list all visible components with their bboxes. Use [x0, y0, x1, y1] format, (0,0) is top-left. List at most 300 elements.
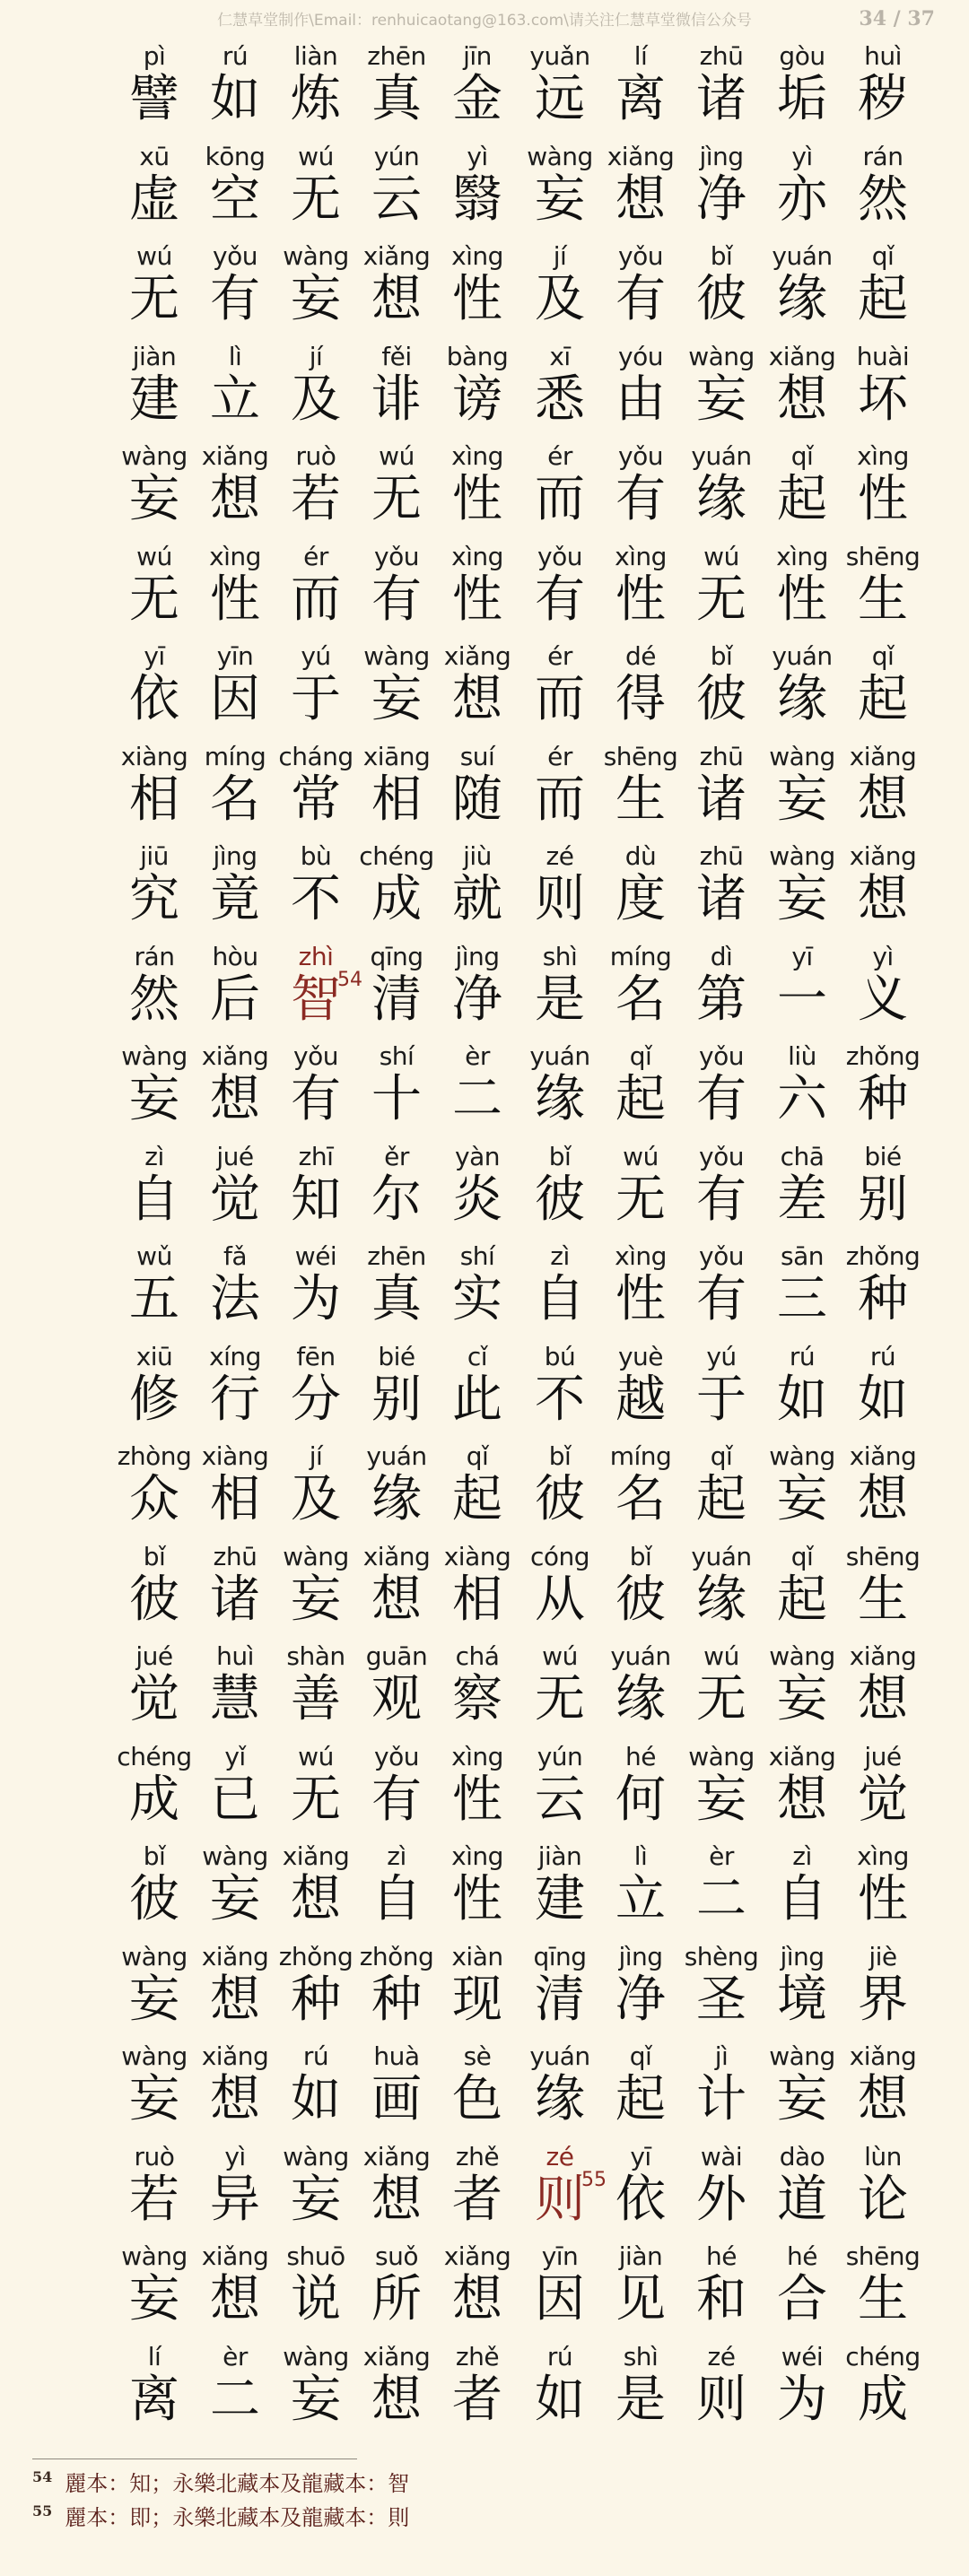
hanzi: 名: [210, 770, 260, 829]
verse-character: [845, 441, 921, 541]
hanzi: 究: [129, 870, 179, 928]
verse-character: [845, 2241, 921, 2341]
footnote-reference[interactable]: 55: [581, 2168, 607, 2191]
hanzi: 翳: [452, 170, 502, 229]
pinyin: wú: [703, 541, 739, 571]
pinyin: yǒu: [699, 1241, 744, 1271]
hanzi: 五: [129, 1270, 179, 1328]
hanzi: 有: [615, 270, 666, 328]
pinyin: yī: [791, 941, 813, 971]
hanzi: 觉: [210, 1170, 260, 1229]
hanzi: 妄: [291, 2170, 341, 2229]
hanzi: 炼: [291, 70, 341, 128]
hanzi: 无: [129, 570, 179, 629]
pinyin: wàng: [688, 1741, 755, 1771]
pinyin: zhī: [298, 1141, 334, 1171]
hanzi: 有: [696, 1270, 746, 1328]
hanzi: 分: [291, 1370, 341, 1429]
hanzi: 妄: [129, 470, 179, 528]
hanzi: 色: [452, 2070, 502, 2128]
hanzi: 清: [371, 970, 422, 1029]
hanzi: 修: [129, 1370, 179, 1429]
hanzi: 和: [696, 2270, 746, 2328]
hanzi: 空: [210, 170, 260, 229]
pinyin: rú: [546, 2341, 573, 2371]
pinyin: qǐ: [629, 2041, 652, 2071]
hanzi: 云: [371, 170, 422, 229]
hanzi: 生: [858, 570, 908, 629]
hanzi: 界: [858, 1970, 908, 2029]
pinyin: wàng: [283, 2341, 349, 2371]
pinyin: xiǎng: [849, 741, 917, 771]
pinyin: chá: [455, 1641, 500, 1671]
hanzi: 是: [615, 2370, 666, 2429]
hanzi: 彼: [129, 1870, 179, 1928]
hanzi: 法: [210, 1270, 260, 1328]
pinyin: qǐ: [710, 1441, 733, 1471]
hanzi: 慧: [210, 1670, 260, 1728]
pinyin: xiǎng: [201, 1041, 269, 1071]
hanzi: 悉: [535, 370, 585, 429]
pinyin: zhòng: [117, 1441, 192, 1471]
hanzi: 彼: [696, 670, 746, 728]
pinyin: xiǎng: [849, 1641, 917, 1671]
pinyin: fěi: [381, 341, 412, 371]
pinyin: hòu: [212, 941, 258, 971]
hanzi: 论: [858, 2170, 908, 2229]
pinyin: xìng: [451, 441, 503, 471]
hanzi: 六: [777, 1070, 827, 1128]
hanzi: 因: [210, 670, 260, 728]
pinyin: wàng: [202, 1841, 268, 1871]
pinyin: jìng: [455, 941, 500, 971]
hanzi: 起: [615, 1070, 666, 1128]
pinyin: shèng: [684, 1941, 759, 1971]
pinyin: yuán: [691, 1541, 752, 1571]
pinyin: wàng: [121, 1941, 188, 1971]
pinyin: yuán: [529, 1041, 590, 1071]
pinyin: xìng: [615, 1241, 667, 1271]
pinyin: xiāng: [362, 741, 431, 771]
hanzi: 不: [291, 870, 341, 928]
hanzi: 异: [210, 2170, 260, 2229]
pinyin: yǒu: [374, 541, 419, 571]
hanzi: 起: [777, 470, 827, 528]
pinyin: chā: [780, 1141, 825, 1171]
pinyin: bú: [544, 1341, 576, 1371]
verse-character: [845, 641, 921, 741]
hanzi: 及: [291, 1470, 341, 1528]
hanzi: 见: [615, 2270, 666, 2328]
hanzi: 知: [291, 1170, 341, 1229]
pinyin: rú: [789, 1341, 816, 1371]
hanzi: 有: [210, 270, 260, 328]
pinyin: wú: [298, 1741, 334, 1771]
hanzi: 种: [858, 1070, 908, 1128]
hanzi: 妄: [696, 370, 746, 429]
pinyin: wú: [623, 1141, 659, 1171]
hanzi: 无: [371, 470, 422, 528]
hanzi: 竟: [210, 870, 260, 928]
hanzi: 有: [291, 1070, 341, 1128]
pinyin: wàng: [363, 641, 430, 671]
hanzi: 于: [696, 1370, 746, 1429]
pinyin: ruò: [295, 441, 336, 471]
hanzi: 觉: [858, 1770, 908, 1829]
pinyin: xiǎng: [768, 341, 836, 371]
hanzi: 想: [210, 2270, 260, 2328]
hanzi: 妄: [129, 1970, 179, 2029]
pinyin: ér: [547, 641, 572, 671]
hanzi: 妄: [777, 2070, 827, 2128]
hanzi: 合: [777, 2270, 827, 2328]
pinyin: wàng: [121, 441, 188, 471]
pinyin: zhēn: [367, 1241, 426, 1271]
pinyin: ér: [547, 441, 572, 471]
hanzi: 而: [535, 670, 585, 728]
pinyin: zhū: [699, 741, 744, 771]
pinyin: bǐ: [143, 1541, 166, 1571]
hanzi: 有: [696, 1170, 746, 1229]
hanzi: 妄: [210, 1870, 260, 1928]
hanzi: 是: [535, 970, 585, 1029]
hanzi: 名: [615, 1470, 666, 1528]
verse-character: [845, 1241, 921, 1341]
pinyin: yú: [706, 1341, 737, 1371]
hanzi: 性: [452, 570, 502, 629]
pinyin: xìng: [776, 541, 828, 571]
pinyin: wú: [379, 441, 415, 471]
footnote-reference[interactable]: 54: [337, 968, 362, 991]
pinyin: bǐ: [710, 641, 733, 671]
hanzi: 想: [858, 870, 908, 928]
hanzi: 生: [615, 770, 666, 829]
hanzi: 行: [210, 1370, 260, 1429]
verse-character: [845, 1142, 921, 1241]
footnote-number: 55: [32, 2502, 53, 2519]
pinyin: wàng: [283, 2141, 349, 2171]
pinyin: huài: [856, 341, 910, 371]
pinyin: jí: [309, 1441, 323, 1471]
pinyin: dù: [624, 841, 657, 871]
pinyin: qǐ: [790, 1541, 814, 1571]
pinyin: jīn: [463, 41, 492, 71]
pinyin: wǔ: [136, 1241, 172, 1271]
pinyin: jìng: [699, 141, 744, 171]
hanzi: 自: [535, 1270, 585, 1328]
hanzi: 离: [129, 2370, 179, 2429]
hanzi: 越: [615, 1370, 666, 1429]
hanzi: 想: [210, 1070, 260, 1128]
pinyin: qǐ: [871, 241, 895, 271]
hanzi: 想: [452, 2270, 502, 2328]
hanzi: 成: [371, 870, 422, 928]
pinyin: chéng: [117, 1741, 192, 1771]
hanzi: 观: [371, 1670, 422, 1728]
pinyin: jìng: [618, 1941, 663, 1971]
pinyin: èr: [465, 1041, 490, 1071]
hanzi: 想: [371, 2170, 422, 2229]
pinyin: zhū: [213, 1541, 258, 1571]
hanzi: 坏: [858, 370, 908, 429]
pinyin: xiū: [135, 1341, 173, 1371]
pinyin: rú: [222, 41, 249, 71]
hanzi: 性: [452, 470, 502, 528]
pinyin: rú: [869, 1341, 896, 1371]
hanzi: 及: [291, 370, 341, 429]
pinyin: èr: [223, 2341, 248, 2371]
verse-character: [845, 41, 921, 141]
hanzi: 性: [210, 570, 260, 629]
pinyin: sè: [463, 2041, 492, 2071]
pinyin: zé: [546, 841, 574, 871]
hanzi: 妄: [696, 1770, 746, 1829]
pinyin: zhǒng: [359, 1941, 434, 1971]
pinyin: wú: [703, 1641, 739, 1671]
hanzi: 何: [615, 1770, 666, 1829]
pinyin: hé: [706, 2241, 737, 2271]
hanzi: 成: [129, 1770, 179, 1829]
pinyin: bié: [378, 1341, 415, 1371]
pinyin: rú: [302, 2041, 329, 2071]
pinyin: shì: [623, 2341, 659, 2371]
pinyin: wàng: [688, 341, 755, 371]
pinyin: xiǎng: [362, 1541, 431, 1571]
hanzi: 觉: [129, 1670, 179, 1728]
hanzi: 缘: [696, 1570, 746, 1629]
pinyin: xìng: [209, 541, 261, 571]
hanzi: 想: [291, 1870, 341, 1928]
pinyin: ruò: [134, 2141, 175, 2171]
hanzi: 有: [615, 470, 666, 528]
hanzi: 妄: [777, 1670, 827, 1728]
verse-character: [845, 841, 921, 941]
pinyin: zhě: [455, 2341, 500, 2371]
pinyin: zhě: [455, 2141, 500, 2171]
pinyin: wàng: [283, 1541, 349, 1571]
hanzi: 妄: [777, 770, 827, 829]
hanzi: 二: [696, 1870, 746, 1928]
hanzi: 察: [452, 1670, 502, 1728]
pinyin: xiǎng: [201, 441, 269, 471]
hanzi: 相: [210, 1470, 260, 1528]
pinyin: míng: [609, 941, 672, 971]
pinyin: yóu: [618, 341, 663, 371]
hanzi: 有: [696, 1070, 746, 1128]
hanzi: 生: [858, 1570, 908, 1629]
pinyin: shì: [542, 941, 578, 971]
hanzi: 建: [535, 1870, 585, 1928]
pinyin: yì: [224, 2141, 246, 2171]
hanzi: 亦: [777, 170, 827, 229]
hanzi: 义: [858, 970, 908, 1029]
hanzi: 净: [452, 970, 502, 1029]
pinyin: yàn: [455, 1141, 500, 1171]
hanzi: 立: [615, 1870, 666, 1928]
pinyin: xìng: [857, 441, 909, 471]
pinyin: wú: [298, 141, 334, 171]
hanzi: 然: [858, 170, 908, 229]
hanzi: 妄: [129, 1070, 179, 1128]
pinyin: shēng: [845, 2241, 921, 2271]
hanzi: 起: [452, 1470, 502, 1528]
hanzi: 诸: [696, 870, 746, 928]
footnote-text: 麗本：即；永樂北藏本及龍藏本：則: [65, 2505, 410, 2530]
hanzi: 缘: [535, 2070, 585, 2128]
pinyin: yuán: [610, 1641, 671, 1671]
hanzi: 十: [371, 1070, 422, 1128]
hanzi: 性: [858, 470, 908, 528]
pinyin: xiàng: [120, 741, 188, 771]
pinyin: xū: [139, 141, 170, 171]
hanzi: 清: [535, 1970, 585, 2029]
hanzi: 说: [291, 2270, 341, 2328]
pinyin: sān: [781, 1241, 824, 1271]
hanzi: 性: [452, 1870, 502, 1928]
hanzi: 为: [291, 1270, 341, 1328]
hanzi: 起: [696, 1470, 746, 1528]
pinyin: guān: [365, 1641, 428, 1671]
hanzi: 随: [452, 770, 502, 829]
pinyin: lì: [633, 1841, 648, 1871]
pinyin: jí: [309, 341, 323, 371]
hanzi: 彼: [129, 1570, 179, 1629]
hanzi: 依: [615, 2170, 666, 2229]
hanzi: 性: [615, 570, 666, 629]
verse-character: [845, 1342, 921, 1441]
pinyin: xìng: [451, 1841, 503, 1871]
hanzi: 想: [777, 1770, 827, 1829]
pinyin: yì: [872, 941, 894, 971]
pinyin: yuán: [772, 241, 833, 271]
pinyin: wú: [136, 541, 172, 571]
hanzi: 从: [535, 1570, 585, 1629]
hanzi: 众: [129, 1470, 179, 1528]
verse-character: [845, 342, 921, 441]
hanzi: 远: [535, 70, 585, 128]
hanzi: 缘: [371, 1470, 422, 1528]
pinyin: xìng: [615, 541, 667, 571]
pinyin: rán: [134, 941, 175, 971]
pinyin: wàng: [527, 141, 593, 171]
hanzi: 垢: [777, 70, 827, 128]
hanzi: 由: [615, 370, 666, 429]
pinyin: yú: [301, 641, 331, 671]
pinyin: xiǎng: [362, 2141, 431, 2171]
pinyin: jué: [864, 1741, 902, 1771]
pinyin: wéi: [781, 2341, 824, 2371]
pinyin: yīn: [541, 2241, 579, 2271]
pinyin: wú: [136, 241, 172, 271]
pinyin: xiàng: [201, 1441, 269, 1471]
pinyin: bù: [300, 841, 332, 871]
pinyin: bǐ: [629, 1541, 652, 1571]
pinyin: yǒu: [699, 1141, 744, 1171]
hanzi: 性: [452, 1770, 502, 1829]
hanzi: 想: [858, 1470, 908, 1528]
pinyin: yǒu: [537, 541, 582, 571]
pinyin: zì: [550, 1241, 570, 1271]
pinyin: bié: [864, 1141, 902, 1171]
hanzi: 妄: [777, 870, 827, 928]
hanzi: 缘: [777, 270, 827, 328]
hanzi: 妄: [371, 670, 422, 728]
hanzi: 妄: [291, 2370, 341, 2429]
pinyin: jì: [714, 2041, 729, 2071]
pinyin: qǐ: [871, 641, 895, 671]
pinyin: shàn: [286, 1641, 345, 1671]
pinyin: huì: [216, 1641, 254, 1671]
verse-character: [845, 1441, 921, 1541]
hanzi: 如: [210, 70, 260, 128]
pinyin: xiǎng: [201, 1941, 269, 1971]
hanzi: 所: [371, 2270, 422, 2328]
verse-character: [845, 2041, 921, 2141]
hanzi: 种: [371, 1970, 422, 2029]
hanzi: 而: [535, 470, 585, 528]
footnote-number: 54: [32, 2468, 53, 2485]
pinyin: jìng: [213, 841, 258, 871]
pinyin: xiǎng: [768, 1741, 836, 1771]
hanzi: 有: [371, 570, 422, 629]
pinyin: yǐ: [224, 1741, 246, 1771]
pinyin: zhēn: [367, 41, 426, 71]
hanzi: 尔: [371, 1170, 422, 1229]
hanzi: 无: [535, 1670, 585, 1728]
hanzi: 二: [452, 1070, 502, 1128]
hanzi: 如: [291, 2070, 341, 2128]
verse-character: [845, 142, 921, 241]
pinyin: yīn: [216, 641, 254, 671]
hanzi: 差: [777, 1170, 827, 1229]
pinyin: wài: [700, 2141, 743, 2171]
pinyin: xiàng: [443, 1541, 511, 1571]
hanzi: 妄: [291, 1570, 341, 1629]
pinyin: yǒu: [374, 1741, 419, 1771]
hanzi: 于: [291, 670, 341, 728]
hanzi: 无: [291, 170, 341, 229]
pinyin: wàng: [121, 2241, 188, 2271]
pinyin: lùn: [864, 2141, 902, 2171]
hanzi: 金: [452, 70, 502, 128]
hanzi: 善: [291, 1670, 341, 1728]
hanzi: 画: [371, 2070, 422, 2128]
hanzi: 性: [777, 570, 827, 629]
pinyin: bǐ: [710, 241, 733, 271]
pinyin: yì: [467, 141, 488, 171]
verse-character: [845, 1942, 921, 2041]
pinyin: qǐ: [629, 1041, 652, 1071]
pinyin: cóng: [529, 1541, 590, 1571]
hanzi: 若: [129, 2170, 179, 2229]
hanzi: 种: [858, 1270, 908, 1328]
pinyin: yǒu: [618, 441, 663, 471]
pinyin: bàng: [446, 341, 509, 371]
hanzi: 此: [452, 1370, 502, 1429]
hanzi: 境: [777, 1970, 827, 2029]
hanzi: 三: [777, 1270, 827, 1328]
pinyin: jiàn: [132, 341, 177, 371]
verse-character: [845, 1841, 921, 1941]
pinyin: xíng: [209, 1341, 261, 1371]
pinyin: xiǎng: [362, 241, 431, 271]
pinyin: wàng: [283, 241, 349, 271]
hanzi: 缘: [696, 470, 746, 528]
pinyin: xiǎng: [201, 2241, 269, 2271]
hanzi: 如: [858, 1370, 908, 1429]
pinyin: bǐ: [143, 1841, 166, 1871]
pinyin: hé: [787, 2241, 817, 2271]
